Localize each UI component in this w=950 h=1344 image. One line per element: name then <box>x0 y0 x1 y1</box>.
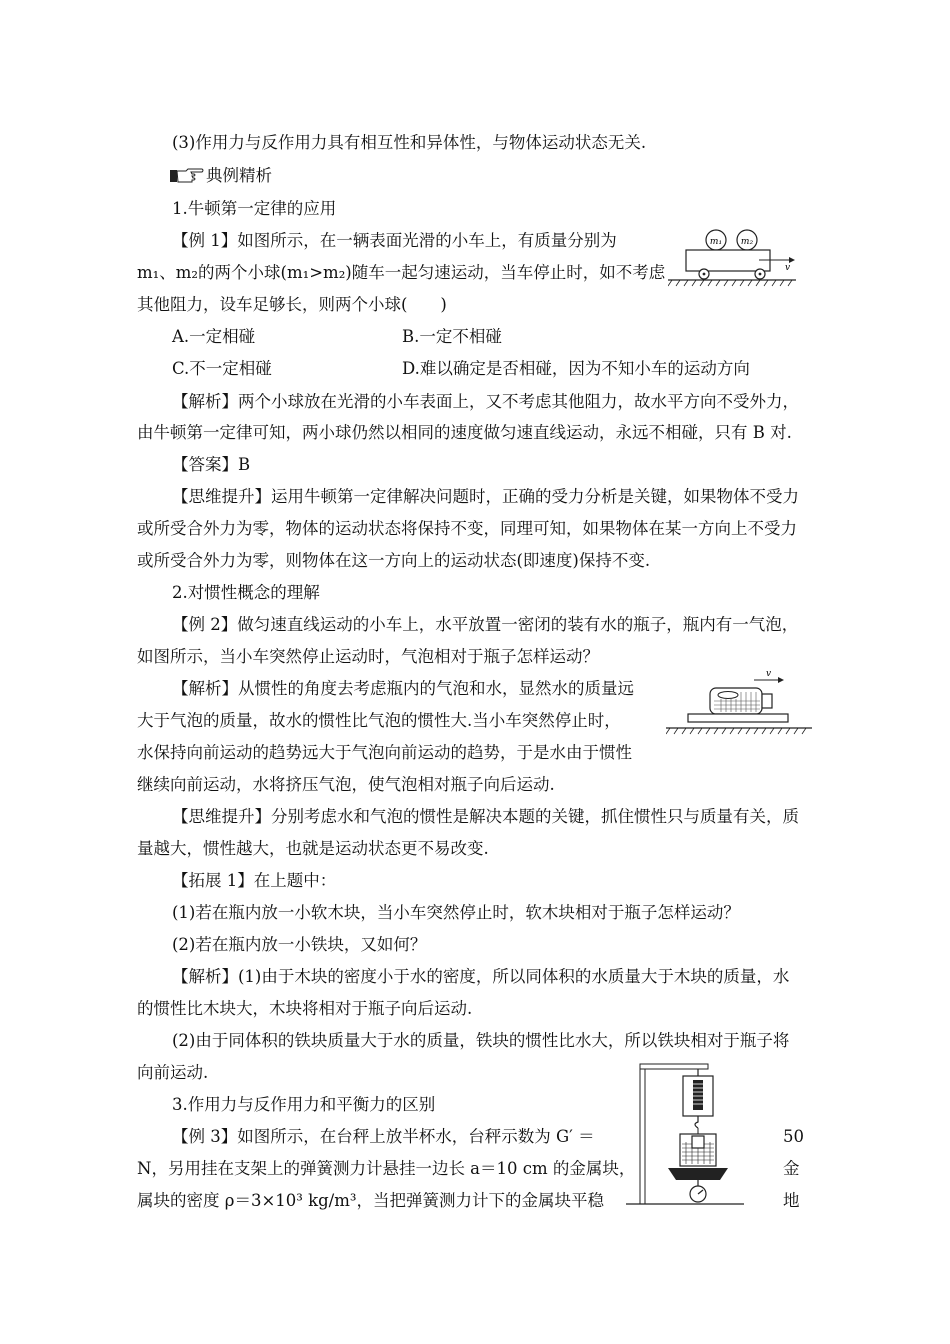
ball-m1-label: m₁ <box>709 237 723 247</box>
text-line: 或所受合外力为零，则物体在这一方向上的运动状态(即速度)保持不变. <box>137 551 651 570</box>
text-line-continuation: 50 <box>783 1127 804 1146</box>
text-line: 大于气泡的质量，故水的惯性比气泡的惯性大.当小车突然停止时， <box>137 711 621 730</box>
heading-3: 3.作用力与反作用力和平衡力的区别 <box>172 1095 436 1114</box>
scale-platform <box>668 1168 728 1180</box>
spring <box>693 1080 703 1110</box>
option-d: D.难以确定是否相碰，因为不知小车的运动方向 <box>402 359 750 378</box>
text-line: 【解析】(1)由于木块的密度小于水的密度，所以同体积的水质量大于木块的质量，水 <box>172 967 790 986</box>
text-line: 由牛顿第一定律可知，两小球仍然以相同的速度做匀速直线运动，永远不相碰，只有 B 对. <box>137 423 792 442</box>
text-line: (3)作用力与反作用力具有相互性和异体性，与物体运动状态无关. <box>172 133 647 152</box>
text-line: (1)若在瓶内放一小软木块，当小车突然停止时，软木块相对于瓶子怎样运动？ <box>172 903 740 922</box>
text-line-continuation: 金 <box>783 1159 800 1178</box>
text-line: 或所受合外力为零，物体的运动状态将保持不变，同理可知，如果物体在某一方向上不受力 <box>137 519 797 538</box>
velocity-label: v <box>766 669 772 679</box>
text-line: 【例 1】如图所示，在一辆表面光滑的小车上，有质量分别为 <box>172 231 617 250</box>
cart-board <box>688 714 788 722</box>
heading-2: 2.对惯性概念的理解 <box>172 583 320 602</box>
option-b: B.一定不相碰 <box>402 327 502 346</box>
ball-m2-label: m₂ <box>740 237 754 247</box>
text-line: (2)若在瓶内放一小铁块，又如何？ <box>172 935 427 954</box>
text-line: 继续向前运动，水将挤压气泡，使气泡相对瓶子向后运动. <box>137 775 555 794</box>
option-c: C.不一定相碰 <box>172 359 272 378</box>
text-line: 【解析】两个小球放在光滑的小车表面上，又不考虑其他阻力，故水平方向不受外力， <box>172 392 799 411</box>
text-line: 向前运动. <box>137 1063 209 1082</box>
spring-scale-figure <box>626 1052 776 1212</box>
text-line: 【例 3】如图所示，在台秤上放半杯水，台秤示数为 G′ ＝ <box>172 1127 595 1146</box>
text-line: 【思维提升】分别考虑水和气泡的惯性是解决本题的关键，抓住惯性只与质量有关，质 <box>172 807 799 826</box>
cart-with-balls-figure <box>668 228 808 290</box>
text-line: 【思维提升】运用牛顿第一定律解决问题时，正确的受力分析是关键，如果物体不受力 <box>172 487 799 506</box>
text-line: 水保持向前运动的趋势远大于气泡向前运动的趋势，于是水由于惯性 <box>137 743 632 762</box>
text-line: 【解析】从惯性的角度去考虑瓶内的气泡和水，显然水的质量远 <box>172 679 634 698</box>
velocity-label: v <box>785 263 791 273</box>
cart-with-bottle-figure <box>666 668 816 738</box>
answer-line: 【答案】B <box>172 455 251 474</box>
heading-1: 1.牛顿第一定律的应用 <box>172 199 337 218</box>
text-line: (2)由于同体积的铁块质量大于水的质量，铁块的惯性比水大，所以铁块相对于瓶子将 <box>172 1031 790 1050</box>
text-line: 【例 2】做匀速直线运动的小车上，水平放置一密闭的装有水的瓶子，瓶内有一气泡， <box>172 615 799 634</box>
pointing-hand-icon <box>170 167 204 185</box>
text-line: N，另用挂在支架上的弹簧测力计悬挂一边长 a＝10 cm 的金属块， <box>137 1159 636 1178</box>
option-a: A.一定相碰 <box>172 327 256 346</box>
stand-arm <box>640 1064 708 1069</box>
cart-body <box>686 250 770 271</box>
stand-pole <box>640 1066 645 1204</box>
text-line: 的惯性比木块大，木块将相对于瓶子向后运动. <box>137 999 473 1018</box>
text-line: 如图所示，当小车突然停止运动时，气泡相对于瓶子怎样运动？ <box>137 647 599 666</box>
text-line-continuation: 地 <box>783 1191 800 1210</box>
section-title: 典例精析 <box>206 166 272 185</box>
bottle-neck <box>762 694 772 708</box>
text-line: m₁、m₂的两个小球(m₁>m₂)随车一起匀速运动，当车停止时，如不考虑 <box>137 263 666 282</box>
text-line: 量越大，惯性越大，也就是运动状态更不易改变. <box>137 839 489 858</box>
hook <box>695 1116 698 1128</box>
text-line: 属块的密度 ρ＝3×10³ kg/m³，当把弹簧测力计下的金属块平稳 <box>137 1191 605 1210</box>
metal-block <box>692 1136 704 1148</box>
text-line: 【拓展 1】在上题中： <box>172 871 337 890</box>
text-line: 其他阻力，设车足够长，则两个小球( ) <box>137 295 447 314</box>
section-heading <box>170 165 272 187</box>
air-bubble <box>718 692 738 699</box>
